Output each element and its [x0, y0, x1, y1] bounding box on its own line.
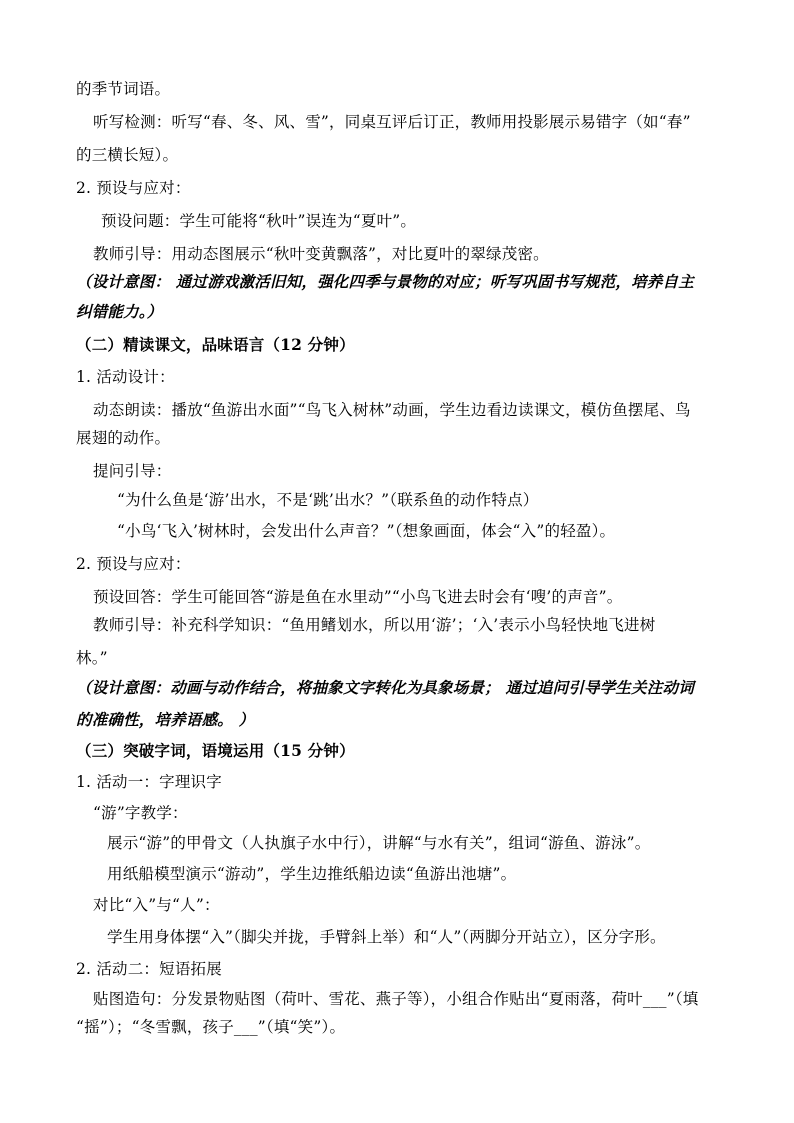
text-line: 展翅的动作。: [76, 429, 171, 447]
text-line: 的季节词语。: [76, 80, 171, 98]
text-line: 教师引导：补充科学知识：“鱼用鳍划水，所以用‘游’；‘入’表示小鸟轻快地飞进树: [93, 616, 656, 634]
text-line: 贴图造句：分发景物贴图（荷叶、雪花、燕子等），小组合作贴出“夏雨落，荷叶___”（填: [93, 990, 699, 1008]
section-heading: （三）突破字词，语境运用（15 分钟）: [76, 741, 355, 760]
text-line: 预设问题：学生可能将“秋叶”误连为“夏叶”。: [101, 212, 417, 230]
text-line: 1. 活动设计：: [76, 368, 175, 386]
text-line: “游”字教学：: [93, 804, 188, 822]
text-line: “摇”）；“冬雪飘，孩子___”（填“笑”）。: [76, 1018, 346, 1036]
text-line: 展示“游”的甲骨文（人执旗子水中行），讲解“与水有关”，组词“游鱼、游泳”。: [107, 834, 651, 852]
text-line: 教师引导：用动态图展示“秋叶变黄飘落”，对比夏叶的翠绿茂密。: [93, 245, 549, 263]
design-intent-text: 纠错能力。）: [76, 302, 163, 321]
text-line: 学生用身体摆“入”（脚尖并拢，手臂斜上举）和“人”（两脚分开站立），区分字形。: [107, 928, 666, 946]
design-intent-text: 的准确性，培养语感。 ）: [76, 710, 255, 729]
text-line: 林。”: [76, 649, 108, 667]
text-line: 的三横长短）。: [76, 146, 179, 164]
text-line: 预设回答：学生可能回答“游是鱼在水里动”“小鸟飞进去时会有‘嗖’的声音”。: [93, 588, 623, 606]
text-line: 2. 预设与应对：: [76, 179, 191, 197]
text-line: 动态朗读：播放“鱼游出水面”“鸟飞入树林”动画，学生边看边读课文，模仿鱼摆尾、鸟: [93, 401, 691, 419]
text-line: 提问引导：: [93, 462, 172, 480]
text-line: 2. 活动二：短语拓展: [76, 960, 222, 978]
text-line: “为什么鱼是‘游’出水，不是‘跳’出水？”（联系鱼的动作特点）: [117, 491, 539, 509]
text-line: 2. 预设与应对：: [76, 555, 191, 573]
text-line: 对比“入”与“人”：: [93, 896, 220, 914]
design-intent-text: （设计意图：动画与动作结合，将抽象文字转化为具象场景； 通过追问引导学生关注动词: [76, 678, 694, 697]
design-intent-text: （设计意图： 通过游戏激活旧知，强化四季与景物的对应；听写巩固书写规范，培养自主: [76, 272, 694, 291]
text-line: 听写检测：听写“春、冬、风、雪”，同桌互评后订正，教师用投影展示易错字（如“春”: [93, 113, 691, 131]
section-heading: （二）精读课文，品味语言（12 分钟）: [76, 335, 355, 354]
text-line: “小鸟‘飞入’树林时，会发出什么声音？”（想象画面，体会“入”的轻盈）。: [117, 522, 616, 540]
text-line: 1. 活动一：字理识字: [76, 773, 222, 791]
text-line: 用纸船模型演示“游动”，学生边推纸船边读“鱼游出池塘”。: [107, 865, 517, 883]
